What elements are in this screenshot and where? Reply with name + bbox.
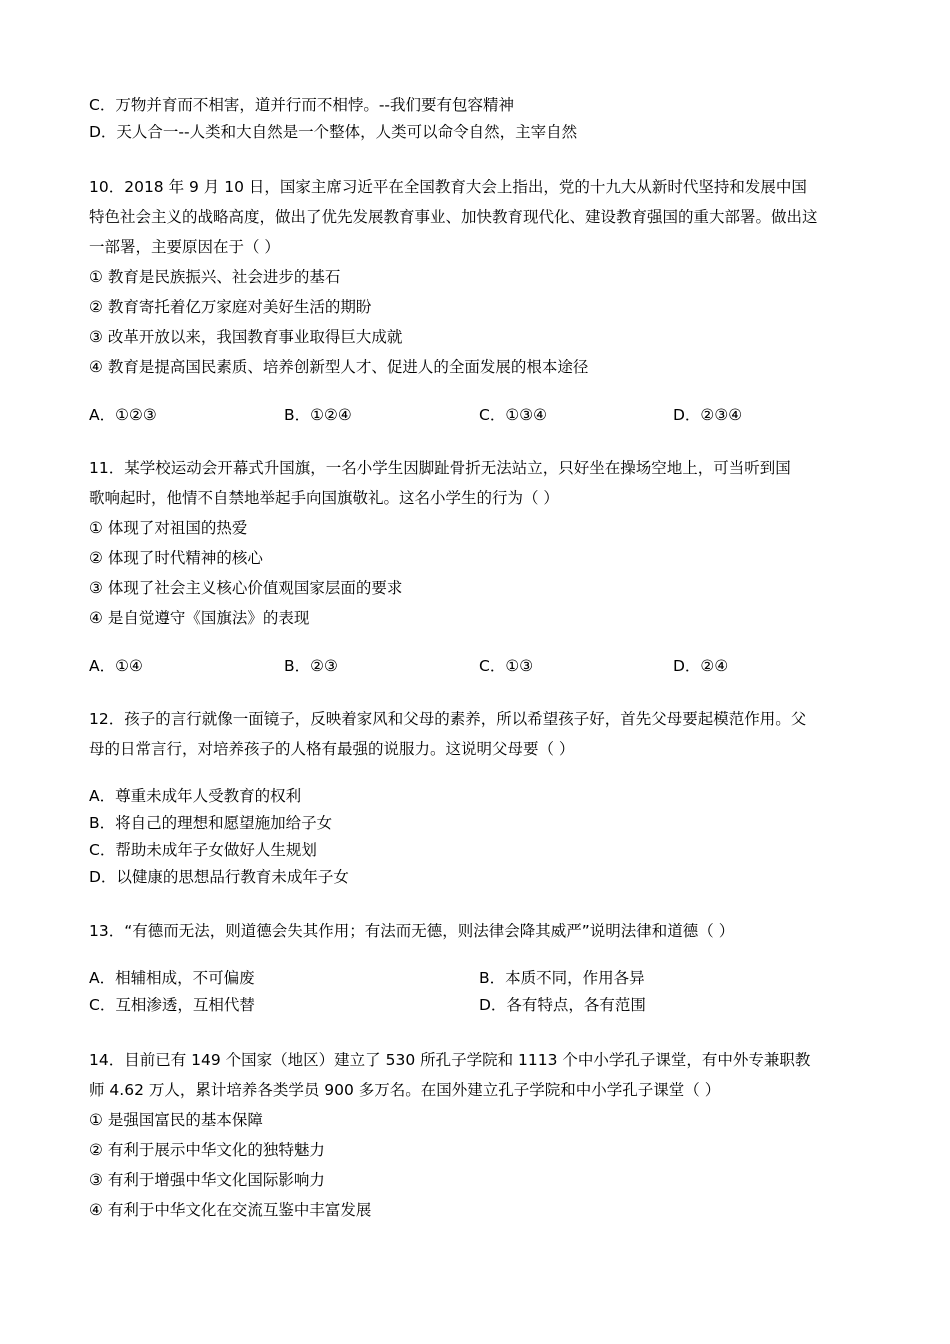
q10-option-b: B．①②④	[284, 406, 352, 424]
q10-statement-4: ④ 教育是提高国民素质、培养创新型人才、促进人的全面发展的根本途径	[89, 358, 589, 376]
q13-stem: 13．“有德而无法，则道德会失其作用；有法而无德，则法律会降其威严”说明法律和道德（ ）	[89, 922, 735, 940]
q10-stem-line-2: 特色社会主义的战略高度，做出了优先发展教育事业、加快教育现代化、建设教育强国的重大部署。做出这	[89, 208, 818, 226]
q14-stem-line-2: 师 4.62 万人，累计培养各类学员 900 多万名。在国外建立孔子学院和中小学孔子课堂（ ）	[89, 1081, 721, 1099]
q12-option-d: D．以健康的思想品行教育未成年子女	[89, 868, 349, 886]
q11-statement-2: ② 体现了时代精神的核心	[89, 549, 263, 567]
q11-option-d: D．②④	[673, 657, 729, 675]
q13-option-a: A．相辅相成，不可偏废	[89, 969, 255, 987]
q11-option-b: B．②③	[284, 657, 338, 675]
q14-statement-4: ④ 有利于中华文化在交流互鉴中丰富发展	[89, 1201, 372, 1219]
q10-statement-3: ③ 改革开放以来，我国教育事业取得巨大成就	[89, 328, 403, 346]
q11-option-a: A．①④	[89, 657, 143, 675]
q14-stem-line-1: 14．目前已有 149 个国家（地区）建立了 530 所孔子学院和 1113 个中小学孔子课堂，有中外专兼职教	[89, 1051, 811, 1069]
q11-stem-line-1: 11．某学校运动会开幕式升国旗，一名小学生因脚趾骨折无法站立，只好坐在操场空地上，可当听到国	[89, 459, 791, 477]
q11-statement-4: ④ 是自觉遵守《国旗法》的表现	[89, 609, 310, 627]
q13-option-c: C．互相渗透，互相代替	[89, 996, 255, 1014]
q10-option-d: D．②③④	[673, 406, 743, 424]
q14-statement-1: ① 是强国富民的基本保障	[89, 1111, 263, 1129]
q13-option-b: B．本质不同，作用各异	[479, 969, 645, 987]
q12-option-b: B．将自己的理想和愿望施加给子女	[89, 814, 333, 832]
q14-statement-2: ② 有利于展示中华文化的独特魅力	[89, 1141, 325, 1159]
q9-option-c: C．万物并育而不相害，道并行而不相悖。--我们要有包容精神	[89, 96, 515, 114]
q11-statement-3: ③ 体现了社会主义核心价值观国家层面的要求	[89, 579, 403, 597]
q10-statement-1: ① 教育是民族振兴、社会进步的基石	[89, 268, 341, 286]
q12-stem-line-1: 12．孩子的言行就像一面镜子，反映着家风和父母的素养，所以希望孩子好，首先父母要起模范作用。父	[89, 710, 807, 728]
q12-option-c: C．帮助未成年子女做好人生规划	[89, 841, 317, 859]
q12-stem-line-2: 母的日常言行，对培养孩子的人格有最强的说服力。这说明父母要（ ）	[89, 740, 575, 758]
q11-statement-1: ① 体现了对祖国的热爱	[89, 519, 248, 537]
q10-statement-2: ② 教育寄托着亿万家庭对美好生活的期盼	[89, 298, 372, 316]
q11-option-c: C．①③	[479, 657, 534, 675]
q12-option-a: A．尊重未成年人受教育的权利	[89, 787, 302, 805]
q10-option-c: C．①③④	[479, 406, 548, 424]
q10-stem-line-3: 一部署，主要原因在于（ ）	[89, 238, 280, 256]
q10-stem-line-1: 10．2018 年 9 月 10 日，国家主席习近平在全国教育大会上指出，党的十九大从新时代坚持和发展中国	[89, 178, 807, 196]
q10-option-a: A．①②③	[89, 406, 157, 424]
q14-statement-3: ③ 有利于增强中华文化国际影响力	[89, 1171, 325, 1189]
q9-option-d: D．天人合一--人类和大自然是一个整体，人类可以命令自然，主宰自然	[89, 123, 578, 141]
q13-option-d: D．各有特点，各有范围	[479, 996, 646, 1014]
q11-stem-line-2: 歌响起时，他情不自禁地举起手向国旗敬礼。这名小学生的行为（ ）	[89, 489, 559, 507]
